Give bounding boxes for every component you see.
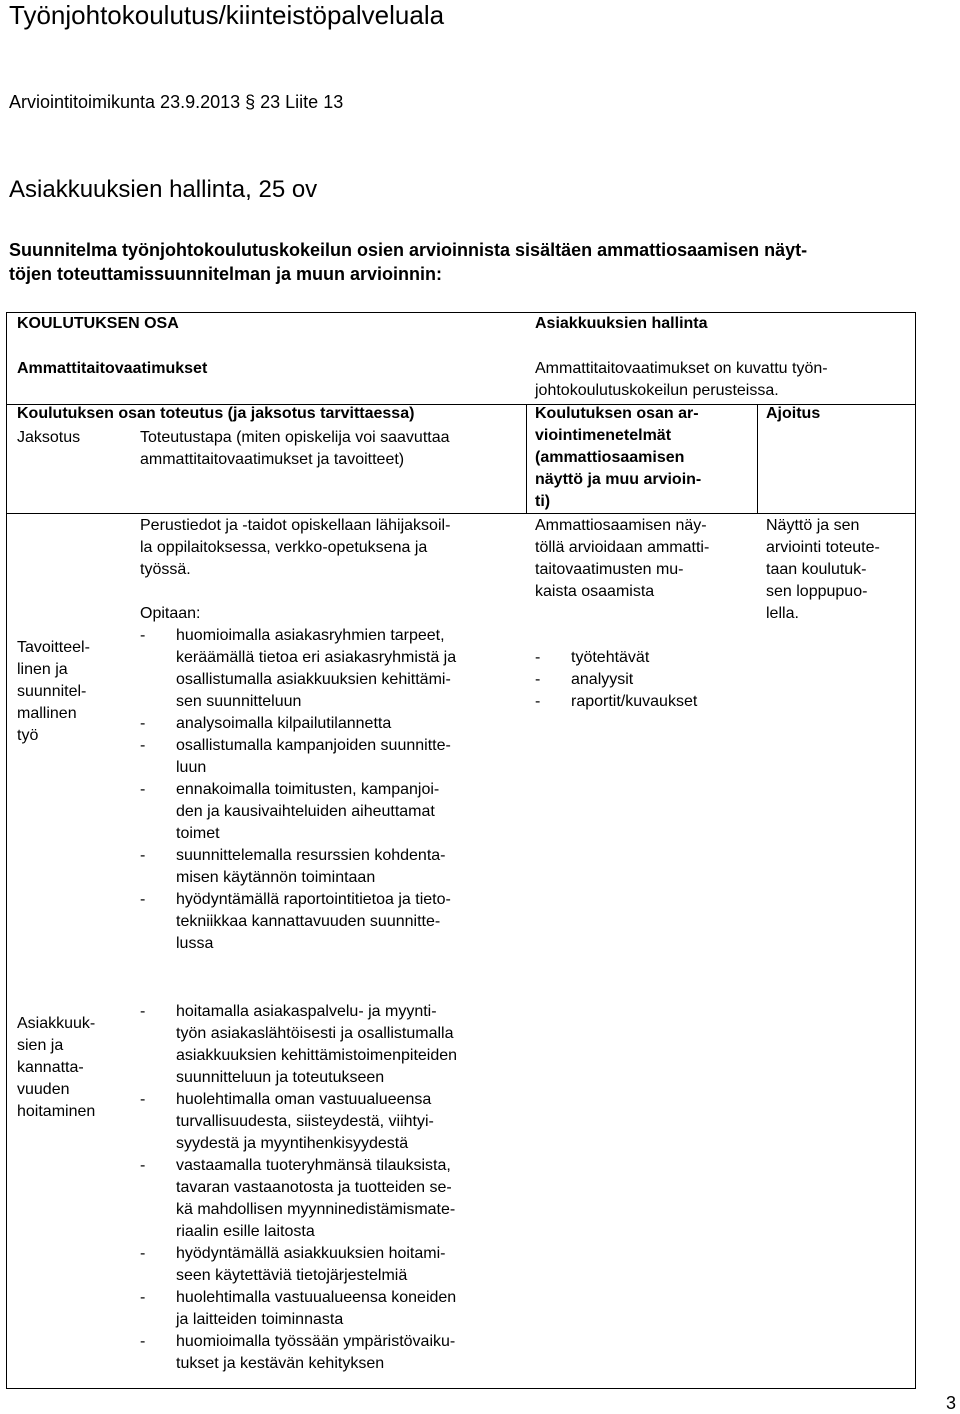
item-text: hyödyntämällä asiakkuuksien hoitami- [176, 1245, 446, 1262]
item-text: turvallisuudesta, siisteydestä, viihtyi- [176, 1113, 434, 1130]
col-sep-ajoitus [757, 404, 758, 514]
toteutustapa-header-line-2: ammattitaitovaatimukset ja tavoitteet) [140, 451, 405, 468]
row2-list-item [140, 1155, 457, 1177]
arviointi-header-line: viointimenetelmät [535, 427, 672, 444]
item-text: seen käytettäviä tietojärjestelmiä [176, 1267, 408, 1284]
row1-ajoitus [766, 515, 880, 625]
item-text: sen suunnitteluun [176, 693, 302, 710]
row1-toteutustapa [140, 515, 456, 955]
item-text: analyysit [571, 671, 634, 688]
item-text: ennakoimalla toimitusten, kampanjoi- [176, 781, 440, 798]
row1-jakso-line: Tavoitteel- [17, 639, 90, 656]
jaksotus-header: Jaksotus [17, 429, 81, 446]
dash-bullet: - [140, 891, 146, 908]
row1-ajoitus-line: sen loppupuo- [766, 583, 868, 600]
item-text: osallistumalla kampanjoiden suunnitte- [176, 737, 451, 754]
row2-jakso-line: vuuden [17, 1081, 70, 1098]
row1-ajoitus-line: Näyttö ja sen [766, 517, 860, 534]
row1-ajoitus-line: lella. [766, 605, 799, 622]
intro-line-2: töjen toteuttamissuunnitelman ja muun arvioinnin: [9, 264, 443, 284]
item-text: tekniikkaa kannattavuuden suunnitte- [176, 913, 441, 930]
item-text: kä mahdollisen myynninedistämismate- [176, 1201, 456, 1218]
koulutuksen-osa-label: KOULUTUKSEN OSA [17, 315, 179, 332]
dash-bullet: - [140, 847, 146, 864]
dash-bullet: - [140, 1289, 146, 1306]
item-text: raportit/kuvaukset [571, 693, 698, 710]
row1-arviointi-line: taitovaatimusten mu- [535, 561, 684, 578]
row1-list-item [140, 625, 456, 647]
intro-line-1: Suunnitelma työnjohtokoulutuskokeilun osien arvioinnista sisältäen ammattiosaamisen näyt- [9, 240, 808, 260]
row1-jakso [17, 637, 90, 747]
row1-list-item [140, 713, 456, 735]
item-text: huolehtimalla vastuualueensa koneiden [176, 1289, 457, 1306]
item-text: den ja kausivaihteluiden aiheuttamat [176, 803, 435, 820]
dash-bullet: - [140, 1091, 146, 1108]
row2-list-item [140, 1001, 457, 1023]
row2-list-item [140, 1243, 457, 1265]
row1-list-item [140, 735, 456, 757]
row1-intro-line: la oppilaitoksessa, verkko-opetuksena ja [140, 539, 428, 556]
row1-arviointi [535, 515, 709, 713]
row1-list-item [140, 779, 456, 801]
item-text: lussa [176, 935, 214, 952]
row1-ajoitus-line: taan koulutuk- [766, 561, 867, 578]
item-text: vastaamalla tuoteryhmänsä tilauksista, [176, 1157, 451, 1174]
item-text: huomioimalla työssään ympäristövaiku- [176, 1333, 456, 1350]
arviointi-header-line: Koulutuksen osan ar- [535, 405, 699, 422]
row2-list-item [140, 1089, 457, 1111]
arviointi-header-line: (ammattiosaamisen [535, 449, 685, 466]
row2-jakso-line: hoitaminen [17, 1103, 96, 1120]
toteutustapa-header-line-1: Toteutustapa (miten opiskelija voi saavuttaa [140, 429, 450, 446]
dash-bullet: - [140, 1245, 146, 1262]
dash-bullet: - [535, 671, 541, 688]
toteutus-header: Koulutuksen osan toteutus (ja jaksotus tarvittaessa) [17, 405, 415, 422]
table-bottom-border [6, 1388, 916, 1389]
item-text: suunnitteluun ja toteutukseen [176, 1069, 385, 1086]
item-text: riaalin esille laitosta [176, 1223, 315, 1240]
row1-arviointi-line: töllä arvioidaan ammatti- [535, 539, 710, 556]
table-left-border [6, 312, 7, 1389]
item-text: työtehtävät [571, 649, 650, 666]
item-text: työn asiakaslähtöisesti ja osallistumalla [176, 1025, 454, 1042]
arviointi-header-line: ti) [535, 493, 551, 510]
koulutuksen-osa-value: Asiakkuuksien hallinta [535, 315, 708, 332]
requirements-label: Ammattitaitovaatimukset [17, 360, 208, 377]
row1-jakso-line: linen ja [17, 661, 68, 678]
row1-jakso-line: suunnitel- [17, 683, 87, 700]
arviointi-header-line: näyttö ja muu arvioin- [535, 471, 702, 488]
item-text: ja laitteiden toiminnasta [176, 1311, 344, 1328]
page-number: 3 [946, 1393, 957, 1413]
arviointi-header [535, 403, 701, 513]
row1-arviointi-item [535, 647, 709, 669]
rule-under-headers [6, 513, 916, 514]
document-meta: Arviointitoimikunta 23.9.2013 § 23 Liite 13 [9, 92, 344, 112]
row1-arviointi-item [535, 669, 709, 691]
dash-bullet: - [140, 781, 146, 798]
row1-ajoitus-line: arviointi toteute- [766, 539, 880, 556]
table-right-border [915, 312, 916, 1389]
row2-list-item [140, 1287, 457, 1309]
dash-bullet: - [140, 1333, 146, 1350]
item-text: suunnittelemalla resurssien kohdenta- [176, 847, 446, 864]
item-text: toimet [176, 825, 220, 842]
row1-jakso-line: työ [17, 727, 39, 744]
item-text: syydestä ja myyntihenkisyydestä [176, 1135, 409, 1152]
item-text: luun [176, 759, 207, 776]
dash-bullet: - [140, 1157, 146, 1174]
row2-jakso-line: kannatta- [17, 1059, 84, 1076]
row2-jakso-line: sien ja [17, 1037, 64, 1054]
dash-bullet: - [140, 627, 146, 644]
row2-jakso-line: Asiakkuuk- [17, 1015, 96, 1032]
item-text: tukset ja kestävän kehityksen [176, 1355, 385, 1372]
item-text: misen käytännön toimintaan [176, 869, 376, 886]
row1-jakso-line: mallinen [17, 705, 77, 722]
item-text: hoitamalla asiakaspalvelu- ja myynti- [176, 1003, 437, 1020]
row2-list-item [140, 1331, 457, 1353]
row2-toteutustapa [140, 1001, 457, 1375]
row1-arviointi-line: Ammattiosaamisen näy- [535, 517, 707, 534]
dash-bullet: - [140, 737, 146, 754]
row1-arviointi-item [535, 691, 709, 713]
row1-arviointi-line: kaista osaamista [535, 583, 655, 600]
row1-list-item [140, 845, 456, 867]
item-text: analysoimalla kilpailutilannetta [176, 715, 392, 732]
dash-bullet: - [140, 715, 146, 732]
dash-bullet: - [140, 1003, 146, 1020]
item-text: tavaran vastaanotosta ja tuotteiden se- [176, 1179, 452, 1196]
requirements-value-line-1: Ammattitaitovaatimukset on kuvattu työn- [535, 360, 828, 377]
item-text: huomioimalla asiakasryhmien tarpeet, [176, 627, 445, 644]
dash-bullet: - [535, 649, 541, 666]
row1-intro-line: Perustiedot ja -taidot opiskellaan lähijaksoil- [140, 517, 451, 534]
section-heading: Asiakkuuksien hallinta, 25 ov [9, 176, 318, 203]
ajoitus-header: Ajoitus [766, 405, 821, 422]
row1-opitaan: Opitaan: [140, 605, 201, 622]
dash-bullet: - [535, 693, 541, 710]
requirements-value-line-2: johtokoulutuskokeilun perusteissa. [535, 382, 779, 399]
row1-intro-line: työssä. [140, 561, 191, 578]
row1-list-item [140, 889, 456, 911]
item-text: keräämällä tietoa eri asiakasryhmistä ja [176, 649, 457, 666]
document-title: Työnjohtokoulutus/kiinteistöpalveluala [9, 0, 445, 30]
item-text: huolehtimalla oman vastuualueensa [176, 1091, 432, 1108]
item-text: hyödyntämällä raportointitietoa ja tieto- [176, 891, 451, 908]
item-text: osallistumalla asiakkuuksien kehittämi- [176, 671, 451, 688]
row2-jakso [17, 1013, 95, 1123]
col-sep-arviointi [526, 404, 527, 514]
item-text: asiakkuuksien kehittämistoimenpiteiden [176, 1047, 458, 1064]
